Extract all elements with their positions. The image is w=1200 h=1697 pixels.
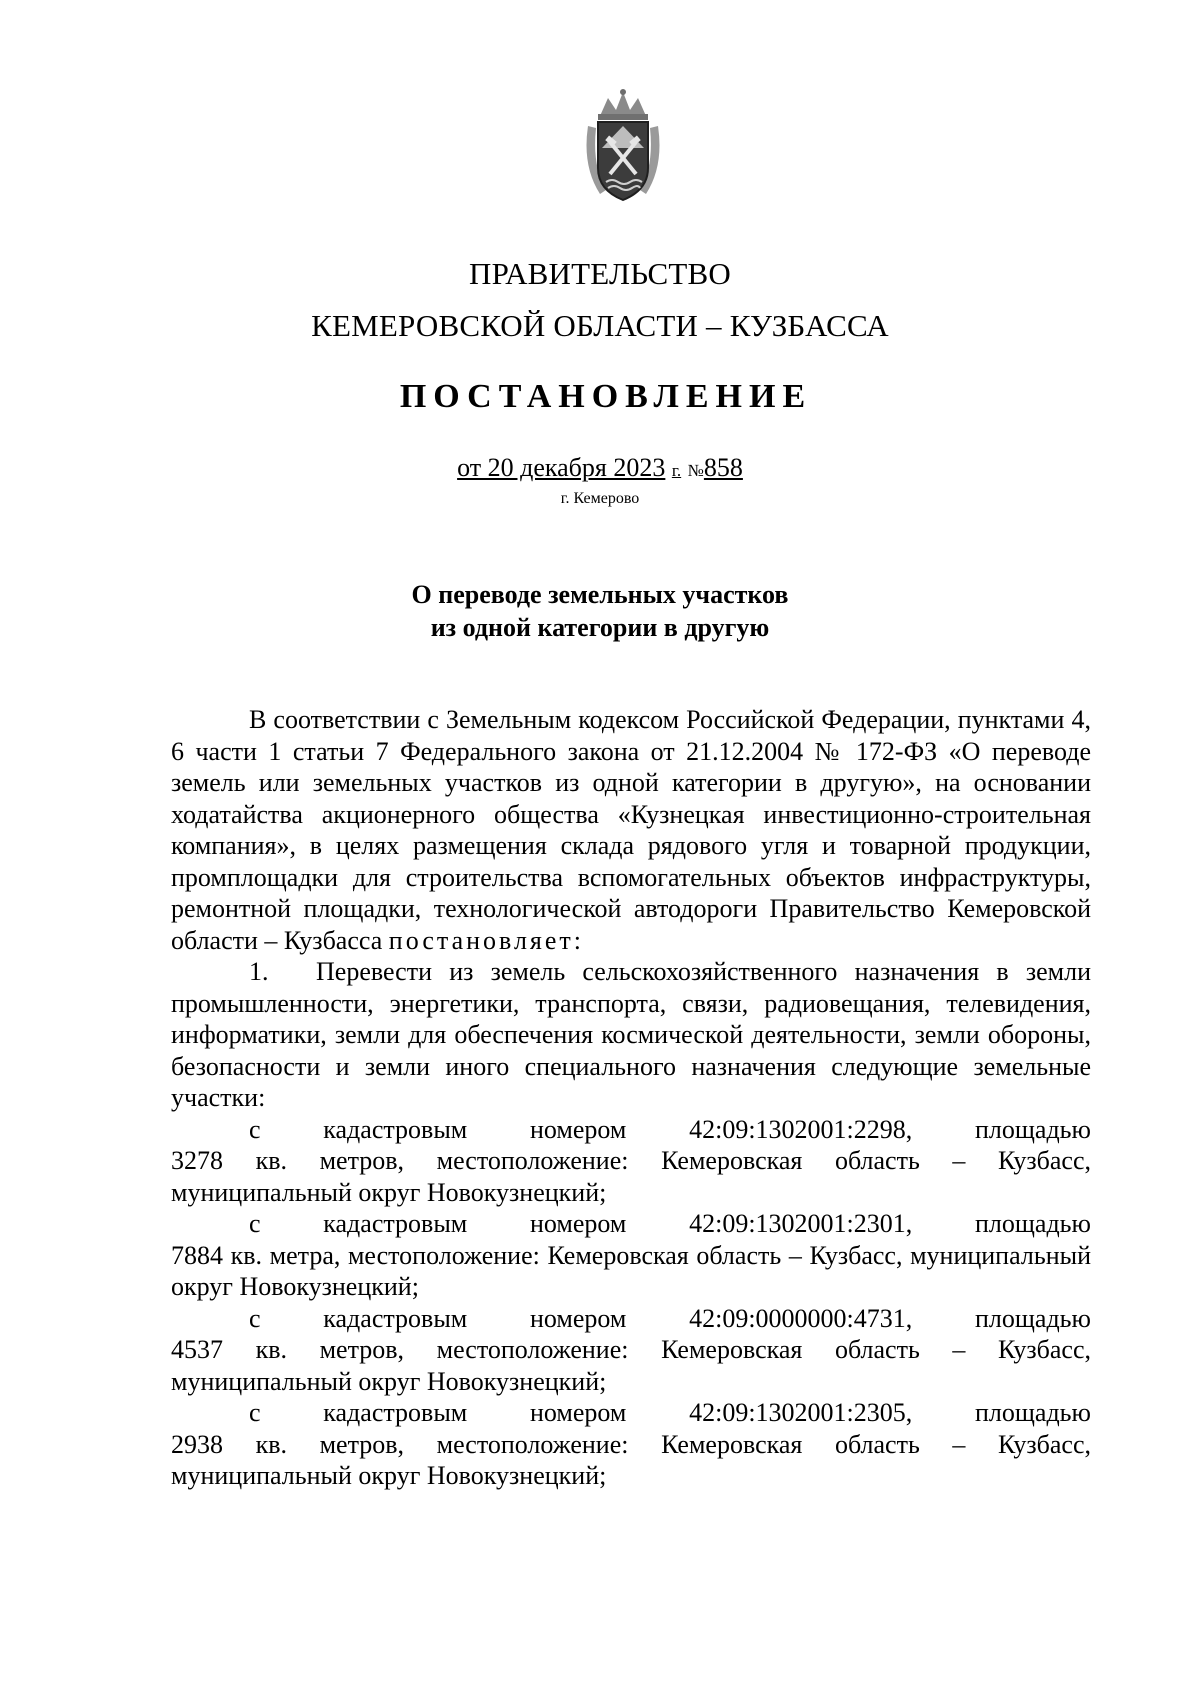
plot-word: номером bbox=[529, 1209, 627, 1238]
plot-word: номером bbox=[529, 1398, 627, 1427]
plot-first-line bbox=[171, 1208, 1091, 1240]
number-prefix: № bbox=[687, 461, 704, 480]
document-date: от 20 декабря 2023 bbox=[457, 453, 666, 482]
plot-word: площадью bbox=[975, 1398, 1091, 1427]
cadastral-number: 42:09:1302001:2298, bbox=[689, 1114, 913, 1144]
plot-details: 2938 кв. метров, местоположение: Кемеровская область – Кузбасс, муниципальный округ Новокузнецкий; bbox=[171, 1429, 1091, 1490]
item-1-number: 1. bbox=[249, 957, 269, 986]
document-body bbox=[171, 704, 1091, 1492]
plot-word: площадью bbox=[975, 1303, 1091, 1333]
plot-details: 3278 кв. метров, местоположение: Кемеровская область – Кузбасс, муниципальный округ Новокузнецкий; bbox=[171, 1146, 1091, 1207]
plot-word: номером bbox=[529, 1303, 627, 1333]
plot-word: площадью bbox=[975, 1209, 1091, 1238]
kuzbass-coat-of-arms-icon bbox=[578, 86, 668, 206]
plot-word: площадью bbox=[975, 1114, 1091, 1144]
plot-word: кадастровым bbox=[323, 1114, 468, 1144]
cadastral-number: 42:09:0000000:4731, bbox=[689, 1303, 913, 1333]
preamble-text: В соответствии с Земельным кодексом Российской Федерации, пунктами 4, 6 части 1 статьи 7 Федерального закона от 21.12.2004 № 172-ФЗ «О переводе земель или земельных участков из одной категории в другую», на основании ходатайства акционерного общества «Кузнецкая инвестиционно-строительная компания», в целях размещения склада рядового угля и товарной продукции, промплощадки для строительства вспомогательных объектов инфраструктуры, ремонтной площадки, технологической автодороги Правительство Кемеровской области – Кузбасса bbox=[171, 705, 1091, 955]
plot-entry bbox=[171, 1208, 1091, 1303]
item-1-text: Перевести из земель сельскохозяйственного назначения в земли промышленности, энергетики, транспорта, связи, радиовещания, телевидения, информатики, земли для обеспечения космической деятельности, земли обороны, безопасности и земли иного специального назначения следующие земельные участки: bbox=[171, 957, 1091, 1112]
document-type-title: ПОСТАНОВЛЕНИЕ bbox=[399, 378, 813, 415]
document-heading bbox=[0, 578, 1200, 644]
plot-details: 7884 кв. метра, местоположение: Кемеровская область – Кузбасс, муниципальный округ Новокузнецкий; bbox=[171, 1240, 1091, 1301]
plot-details: 4537 кв. метров, местоположение: Кемеровская область – Кузбасс, муниципальный округ Новокузнецкий; bbox=[171, 1335, 1091, 1396]
plot-word: номером bbox=[529, 1114, 627, 1144]
heading-line1: О переводе земельных участков bbox=[411, 580, 789, 609]
plot-first-line bbox=[171, 1114, 1091, 1146]
plot-word: с bbox=[249, 1303, 261, 1333]
decree-word: постановляет: bbox=[388, 925, 585, 955]
year-suffix: г. bbox=[671, 461, 682, 480]
item-1-paragraph bbox=[171, 956, 1091, 1114]
cadastral-number: 42:09:1302001:2301, bbox=[689, 1209, 913, 1238]
plot-entry bbox=[171, 1397, 1091, 1492]
plot-first-line bbox=[171, 1397, 1091, 1429]
plot-word: кадастровым bbox=[323, 1209, 468, 1238]
plot-word: с bbox=[249, 1209, 261, 1238]
city-name: г. Кемерово bbox=[560, 490, 640, 507]
plot-entry bbox=[171, 1303, 1091, 1398]
heading-line2: из одной категории в другую bbox=[430, 613, 770, 642]
plot-entry bbox=[171, 1114, 1091, 1209]
document-number: 858 bbox=[703, 453, 743, 482]
plot-word: кадастровым bbox=[323, 1303, 468, 1333]
cadastral-number: 42:09:1302001:2305, bbox=[689, 1398, 913, 1427]
preamble-paragraph bbox=[171, 704, 1091, 956]
plot-word: кадастровым bbox=[323, 1398, 468, 1427]
organization-name-line1: ПРАВИТЕЛЬСТВО bbox=[469, 256, 731, 291]
organization-name-line2: КЕМЕРОВСКОЙ ОБЛАСТИ – КУЗБАССА bbox=[311, 308, 889, 343]
plot-word: с bbox=[249, 1114, 261, 1144]
plot-first-line bbox=[171, 1303, 1091, 1335]
plot-word: с bbox=[249, 1398, 261, 1427]
date-number-line bbox=[0, 453, 1200, 483]
